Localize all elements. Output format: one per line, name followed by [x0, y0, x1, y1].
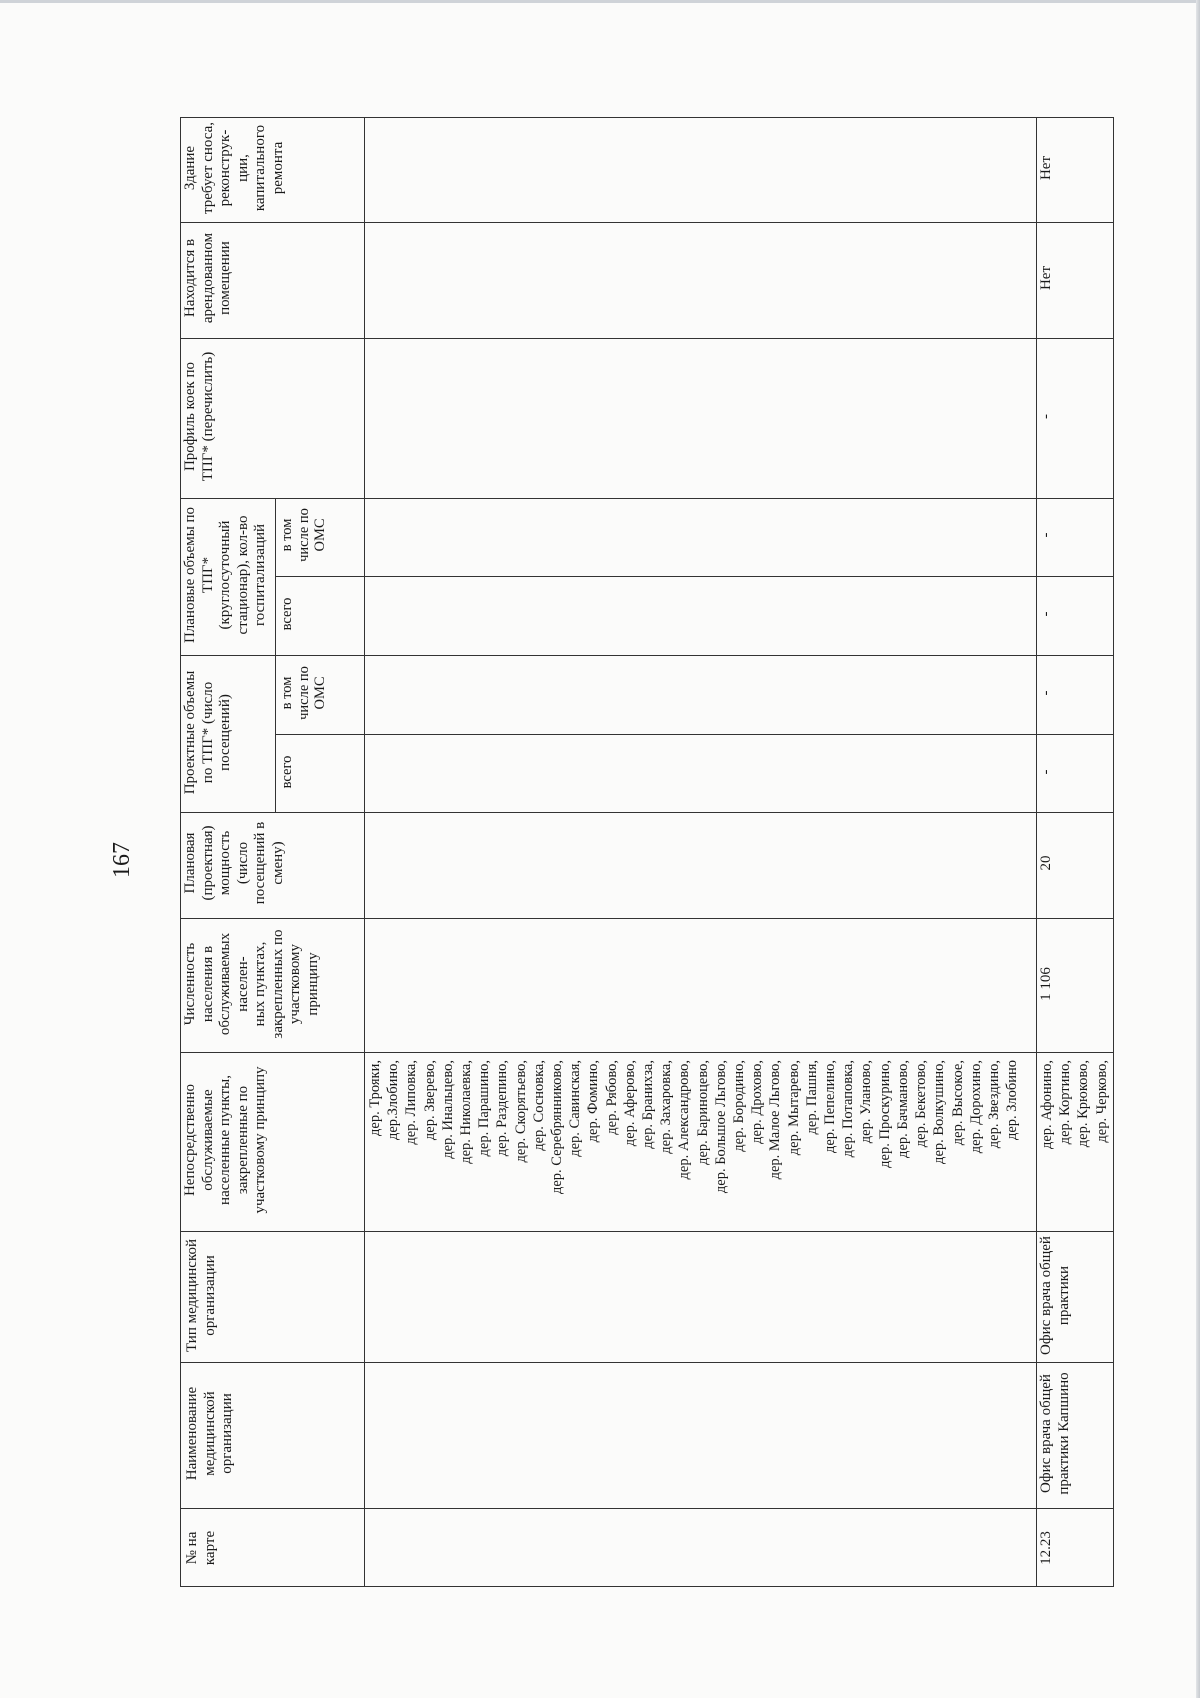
scan-edge [0, 0, 1200, 3]
header-population: Численность населения в обслуживаемых населен- ных пунктах, закрепленных по участковому принципу [182, 929, 321, 1039]
row-divider [1036, 117, 1037, 1587]
header-project-total: всего [279, 755, 295, 789]
header-capacity: Плановая (проектная) мощность (число посещений в смену) [182, 821, 286, 905]
cell-repair: Нет [1038, 155, 1054, 181]
cell-rented: Нет [1038, 265, 1054, 291]
settlements-list: дер. Трояки, дер.Злобино, дер. Липовка, дер. Зверево, дер. Инальцево, дер. Николаевка, дер. Парашино, дер. Раздепино, дер. Скорятьево, дер. Сосновка, дер. Серебрянниково, дер. Савинская, дер. Фомино, дер. Рябово, дер. Аферово, дер. Бранихза, дер. Захаровка, дер. Александрово, дер. Бариноцево, дер. Большое Льгово, дер. Бородино, дер. Дрохово, дер. Малое Льгово, дер. Мытарево, дер. Пашня, дер. Пепелино, дер. Потаповка, дер. Уланово, дер. Проскурино, дер. Бачманово, дер. Бекетово, дер. Волкушино, дер. Высокое, дер. Дорохино, дер. Звездино, дер. Злобино [367, 1060, 1021, 1195]
cell-planned-total: - [1038, 611, 1054, 617]
header-project-oms: в том числе по ОМС [279, 666, 328, 720]
header-repair: Здание требует сноса, реконструк- ции, капитального ремонта [182, 121, 286, 215]
cell-org-type: Офис врача общей практики [1038, 1236, 1072, 1355]
col-divider [180, 338, 1114, 339]
header-divider [364, 117, 365, 1587]
sub-divider [275, 734, 1114, 735]
cell-map-no: 12.23 [1038, 1531, 1054, 1565]
header-map-no: № на карте [184, 1530, 218, 1566]
header-bed-profile: Профиль коек по ТПГ* (перечислить) [182, 351, 216, 482]
header-org-name: Наименование медицинской организации [184, 1386, 235, 1481]
header-org-type: Тип медицинской организации [184, 1239, 218, 1352]
cell-bed-profile: - [1038, 414, 1054, 419]
cell-org-name: Офис врача общей практики Капшино [1038, 1372, 1072, 1495]
col-divider [180, 1508, 1114, 1509]
cell-project-oms: - [1038, 690, 1054, 696]
cell-planned-oms: - [1038, 532, 1054, 538]
sub-divider [275, 576, 1114, 577]
col-divider [180, 222, 1114, 223]
header-planned-total: всего [279, 597, 295, 631]
cell-settlements: дер. Афонино, дер. Кортино, дер. Крюково, дер. Черково, [1039, 1060, 1110, 1150]
cell-project-total: - [1038, 769, 1054, 775]
col-divider [180, 1362, 1114, 1363]
page-number: 167 [109, 842, 135, 878]
header-settlements: Непосредственно обслуживаемые населенные пункты, закрепленные по участковому принципу [182, 1066, 268, 1214]
header-planned-volumes: Плановые объемы по ТПГ* (круглосуточный стационар), кол-во госпитализаций [182, 506, 268, 644]
header-rented: Находится в арендованном помещении [182, 232, 233, 324]
scan-edge-shadow [1196, 0, 1200, 1698]
cell-population: 1 106 [1038, 967, 1054, 1001]
cell-capacity: 20 [1038, 855, 1054, 871]
header-project-volumes: Проектные объемы по ТПГ* (число посещений) [182, 670, 233, 795]
col-divider [180, 1231, 1114, 1232]
header-planned-oms: в том числе по ОМС [279, 508, 328, 562]
